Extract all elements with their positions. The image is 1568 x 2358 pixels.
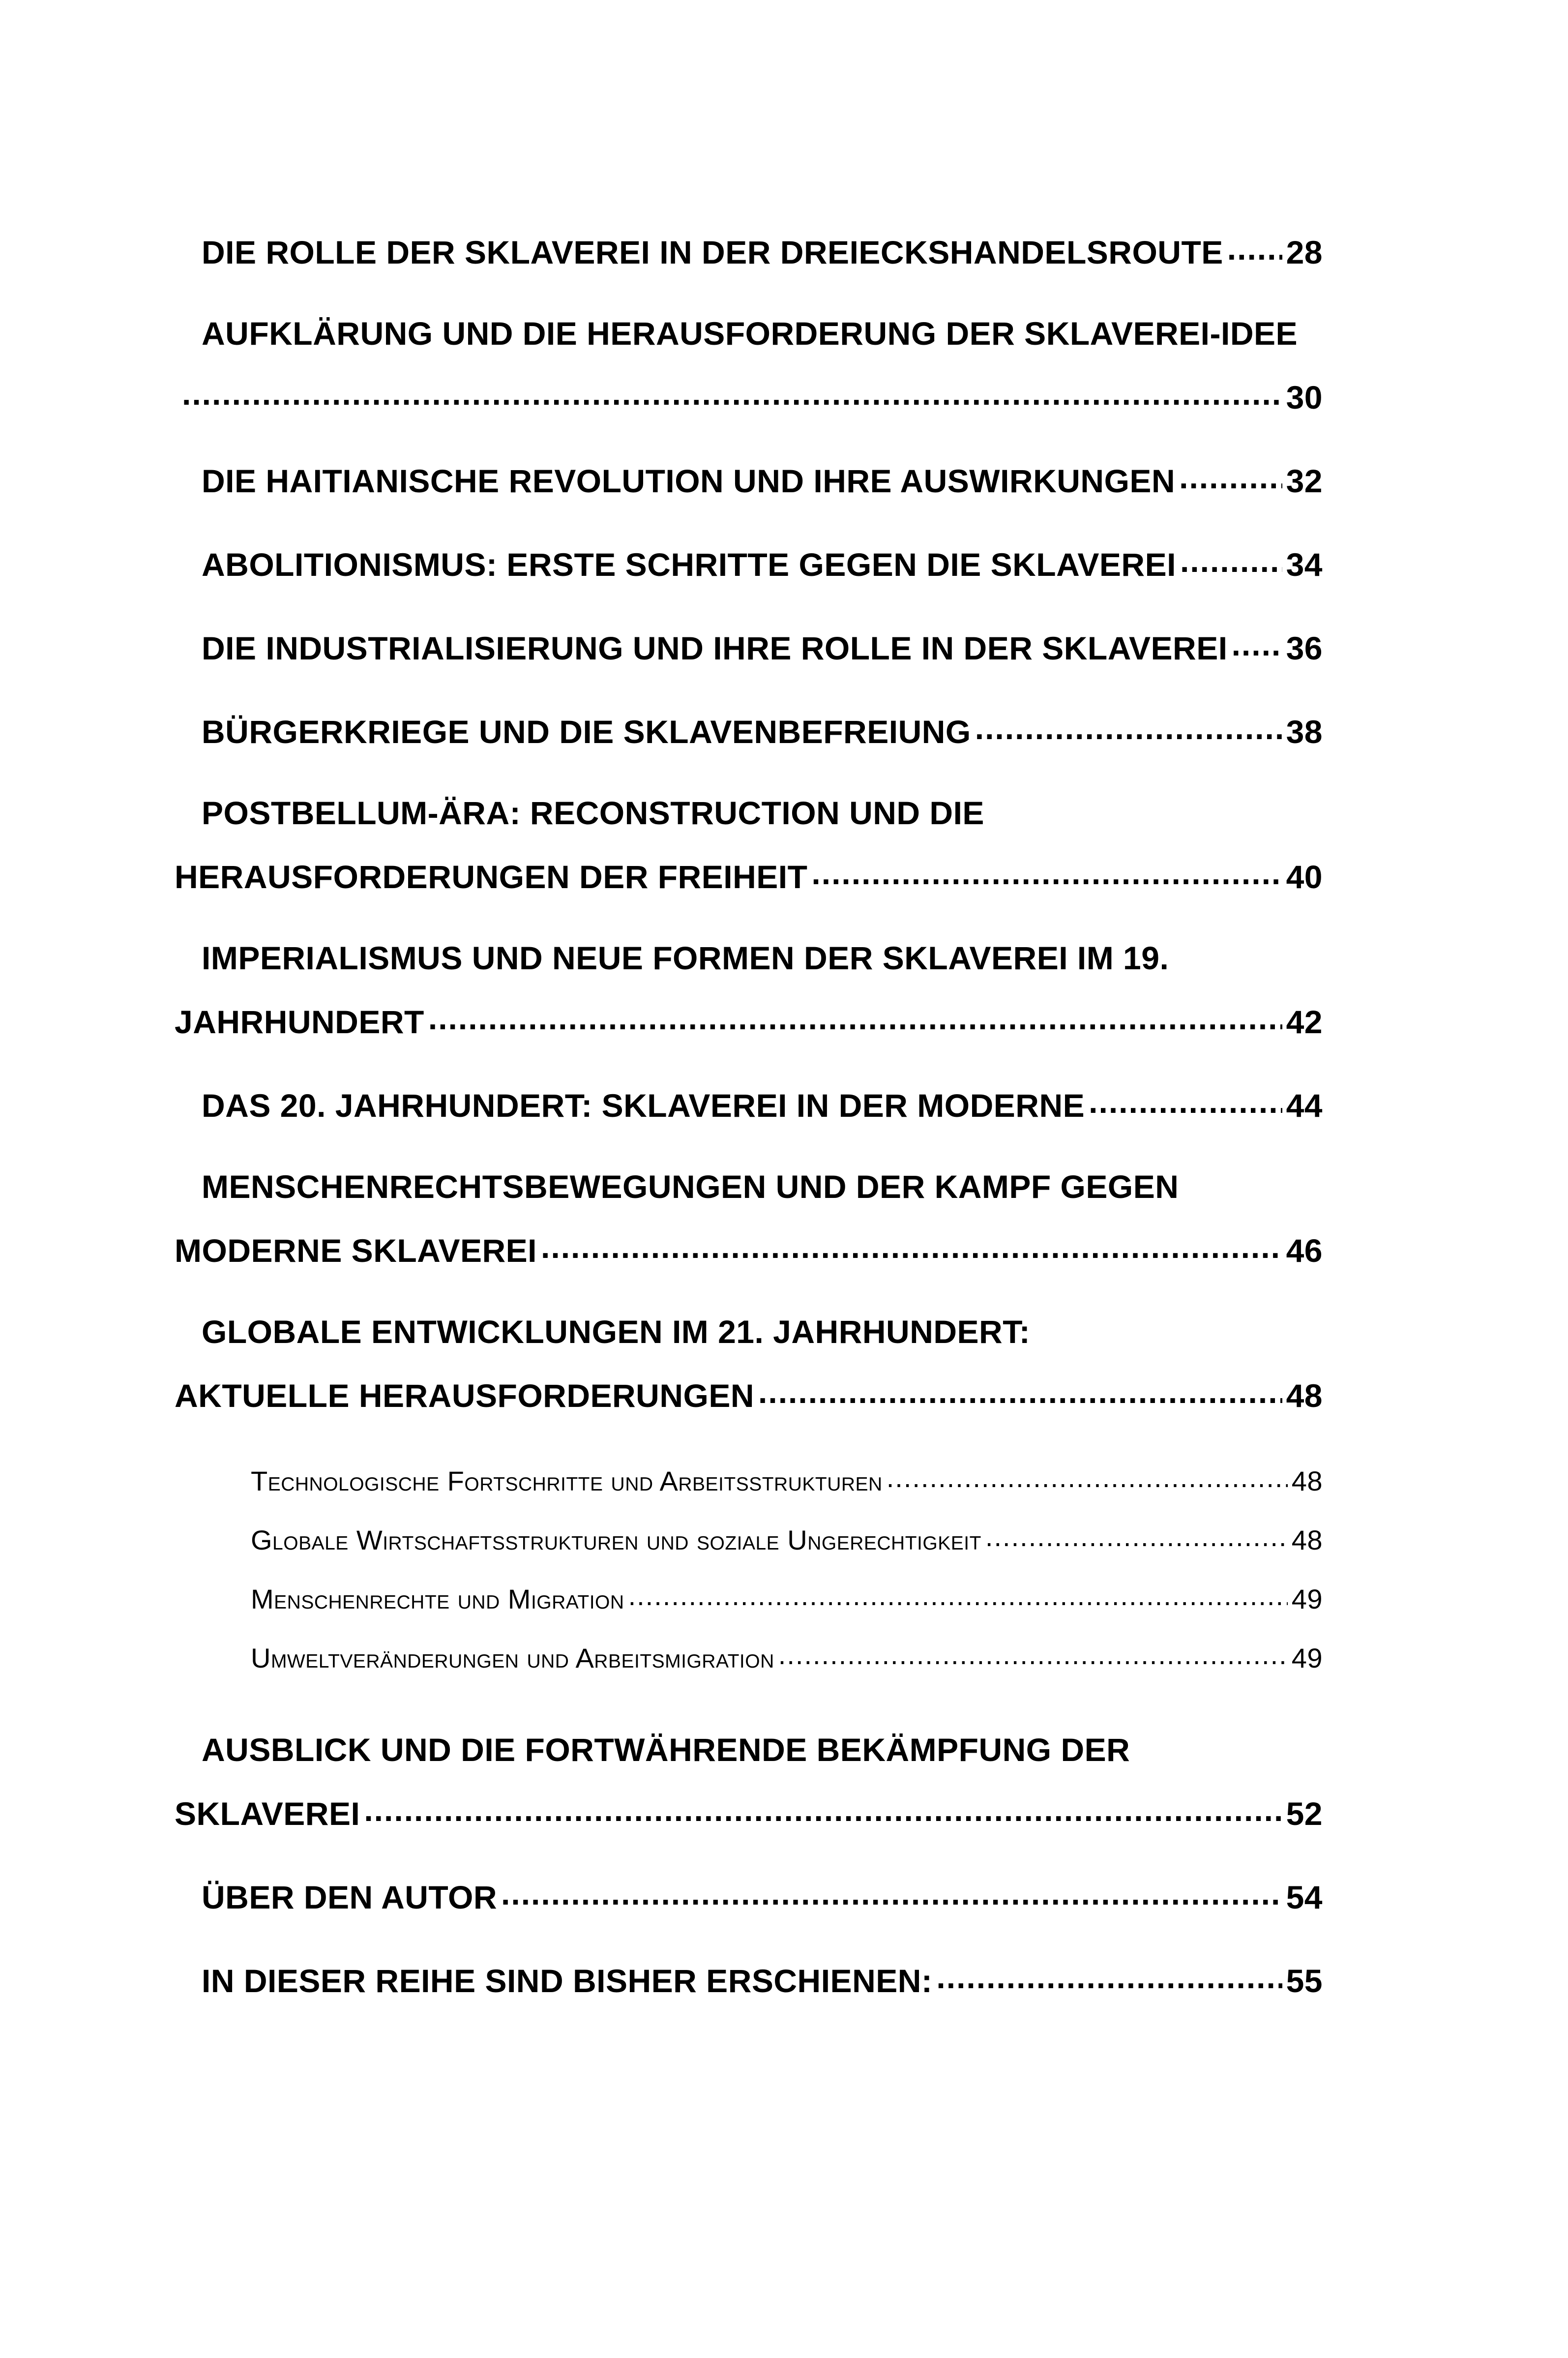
toc-leader-dots — [1089, 1084, 1282, 1117]
toc-entry[interactable] — [202, 711, 1323, 770]
toc-entry-page: 42 — [1286, 1004, 1323, 1040]
toc-leader-dots — [364, 1792, 1282, 1825]
toc-entry-page: 46 — [1286, 1232, 1323, 1269]
toc-entry-line2[interactable] — [175, 1001, 1323, 1060]
toc-entry-page: 38 — [1286, 714, 1323, 750]
toc-entry-line1[interactable] — [202, 794, 1323, 853]
toc-entry-line2[interactable] — [175, 856, 1323, 915]
toc-entry-line2[interactable] — [182, 376, 1323, 435]
toc-leader-dots — [1232, 627, 1282, 659]
toc-leader-dots — [887, 1463, 1288, 1491]
toc-leader-dots — [1227, 231, 1282, 264]
toc-leader-dots — [985, 1522, 1288, 1550]
toc-entry-line1[interactable] — [202, 939, 1323, 998]
toc-subentry-title: Technologische Fortschritte und Arbeitsstrukturen — [251, 1465, 883, 1496]
toc-subentry-title: Menschenrechte und Migration — [251, 1583, 624, 1614]
toc-entry[interactable] — [202, 1084, 1323, 1143]
toc-entry-title: DIE INDUSTRIALISIERUNG UND IHRE ROLLE IN DER SKLAVEREI — [202, 630, 1228, 666]
toc-subentry[interactable] — [251, 1463, 1323, 1522]
toc-entry[interactable] — [202, 543, 1323, 602]
toc-entry-page: 48 — [1286, 1377, 1323, 1414]
toc-entry-title: ÜBER DEN AUTOR — [202, 1879, 498, 1915]
toc-entry-title: AUSBLICK UND DIE FORTWÄHRENDE BEKÄMPFUNG DER — [202, 1731, 1130, 1768]
toc-entry-title-cont: JAHRHUNDERT — [175, 1004, 424, 1040]
toc-entry[interactable] — [202, 460, 1323, 519]
toc-entry-title-cont: AKTUELLE HERAUSFORDERUNGEN — [175, 1377, 755, 1414]
toc-entry-title: IN DIESER REIHE SIND BISHER ERSCHIENEN: — [202, 1963, 933, 1999]
toc-leader-dots — [778, 1640, 1288, 1668]
toc-entry-title-cont: SKLAVEREI — [175, 1795, 360, 1832]
toc-entry-page: 28 — [1286, 234, 1323, 270]
toc-subentry-page: 48 — [1291, 1524, 1323, 1555]
toc-subentry-page: 49 — [1291, 1583, 1323, 1614]
toc-entry-page: 55 — [1286, 1963, 1323, 1999]
toc-entry-line1[interactable] — [202, 1168, 1323, 1227]
toc-entry[interactable] — [202, 231, 1323, 290]
toc-entry-title: DAS 20. JAHRHUNDERT: SKLAVEREI IN DER MODERNE — [202, 1087, 1085, 1124]
toc-subentry-page: 48 — [1291, 1465, 1323, 1496]
toc-entry-title: BÜRGERKRIEGE UND DIE SKLAVENBEFREIUNG — [202, 714, 971, 750]
toc-entry[interactable] — [202, 627, 1323, 686]
toc-leader-dots — [628, 1581, 1288, 1609]
toc-entry-title: GLOBALE ENTWICKLUNGEN IM 21. JAHRHUNDERT: — [202, 1313, 1031, 1350]
toc-leader-dots — [541, 1229, 1282, 1262]
toc-leader-dots — [975, 711, 1282, 743]
toc-entry-line1[interactable] — [202, 315, 1323, 374]
toc-entry-page: 52 — [1286, 1795, 1323, 1832]
toc-entry[interactable] — [202, 1876, 1323, 1935]
toc-entry-page: 30 — [1286, 379, 1323, 416]
toc-leader-dots — [811, 856, 1282, 888]
toc-entry-page: 40 — [1286, 859, 1323, 895]
toc-entry-line1[interactable] — [202, 1731, 1323, 1790]
toc-entry-page: 32 — [1286, 463, 1323, 499]
toc-subentry[interactable] — [251, 1640, 1323, 1699]
toc-entry-page: 54 — [1286, 1879, 1323, 1915]
toc-entry-title: DIE HAITIANISCHE REVOLUTION UND IHRE AUSWIRKUNGEN — [202, 463, 1176, 499]
toc-leader-dots — [758, 1374, 1282, 1407]
toc-leader-dots — [182, 376, 1282, 409]
toc-entry-title-cont: MODERNE SKLAVEREI — [175, 1232, 537, 1269]
toc-entry-line2[interactable] — [175, 1792, 1323, 1851]
toc-leader-dots — [501, 1876, 1282, 1909]
toc-subentry-page: 49 — [1291, 1642, 1323, 1673]
toc-leader-dots — [936, 1960, 1282, 1992]
toc-entry-title: MENSCHENRECHTSBEWEGUNGEN UND DER KAMPF GEGEN — [202, 1168, 1179, 1205]
toc-entry-line1[interactable] — [202, 1313, 1323, 1372]
toc-subentry[interactable] — [251, 1522, 1323, 1581]
toc-leader-dots — [1180, 543, 1282, 576]
toc-entry-title: IMPERIALISMUS UND NEUE FORMEN DER SKLAVEREI IM 19. — [202, 940, 1169, 976]
toc-entry-page: 36 — [1286, 630, 1323, 666]
toc-entry-title-cont: HERAUSFORDERUNGEN DER FREIHEIT — [175, 859, 808, 895]
toc-entry[interactable] — [202, 1960, 1323, 2019]
toc-entry-title: ABOLITIONISMUS: ERSTE SCHRITTE GEGEN DIE SKLAVEREI — [202, 546, 1176, 583]
toc-entry-title: DIE ROLLE DER SKLAVEREI IN DER DREIECKSHANDELSROUTE — [202, 234, 1223, 270]
toc-subentry[interactable] — [251, 1581, 1323, 1640]
toc-entry-title: AUFKLÄRUNG UND DIE HERAUSFORDERUNG DER SKLAVEREI-IDEE — [202, 315, 1298, 352]
toc-leader-dots — [428, 1001, 1282, 1033]
toc-entry-line2[interactable] — [175, 1229, 1323, 1288]
toc-entry-line2[interactable] — [175, 1374, 1323, 1433]
toc-leader-dots — [1179, 460, 1282, 492]
toc-subentry-title: Globale Wirtschaftsstrukturen und soziale Ungerechtigkeit — [251, 1524, 981, 1555]
toc-entry-page: 34 — [1286, 546, 1323, 583]
toc-entry-title: POSTBELLUM-ÄRA: RECONSTRUCTION UND DIE — [202, 795, 984, 831]
toc-entry-page: 44 — [1286, 1087, 1323, 1124]
toc-subentry-title: Umweltveränderungen und Arbeitsmigration — [251, 1642, 774, 1673]
